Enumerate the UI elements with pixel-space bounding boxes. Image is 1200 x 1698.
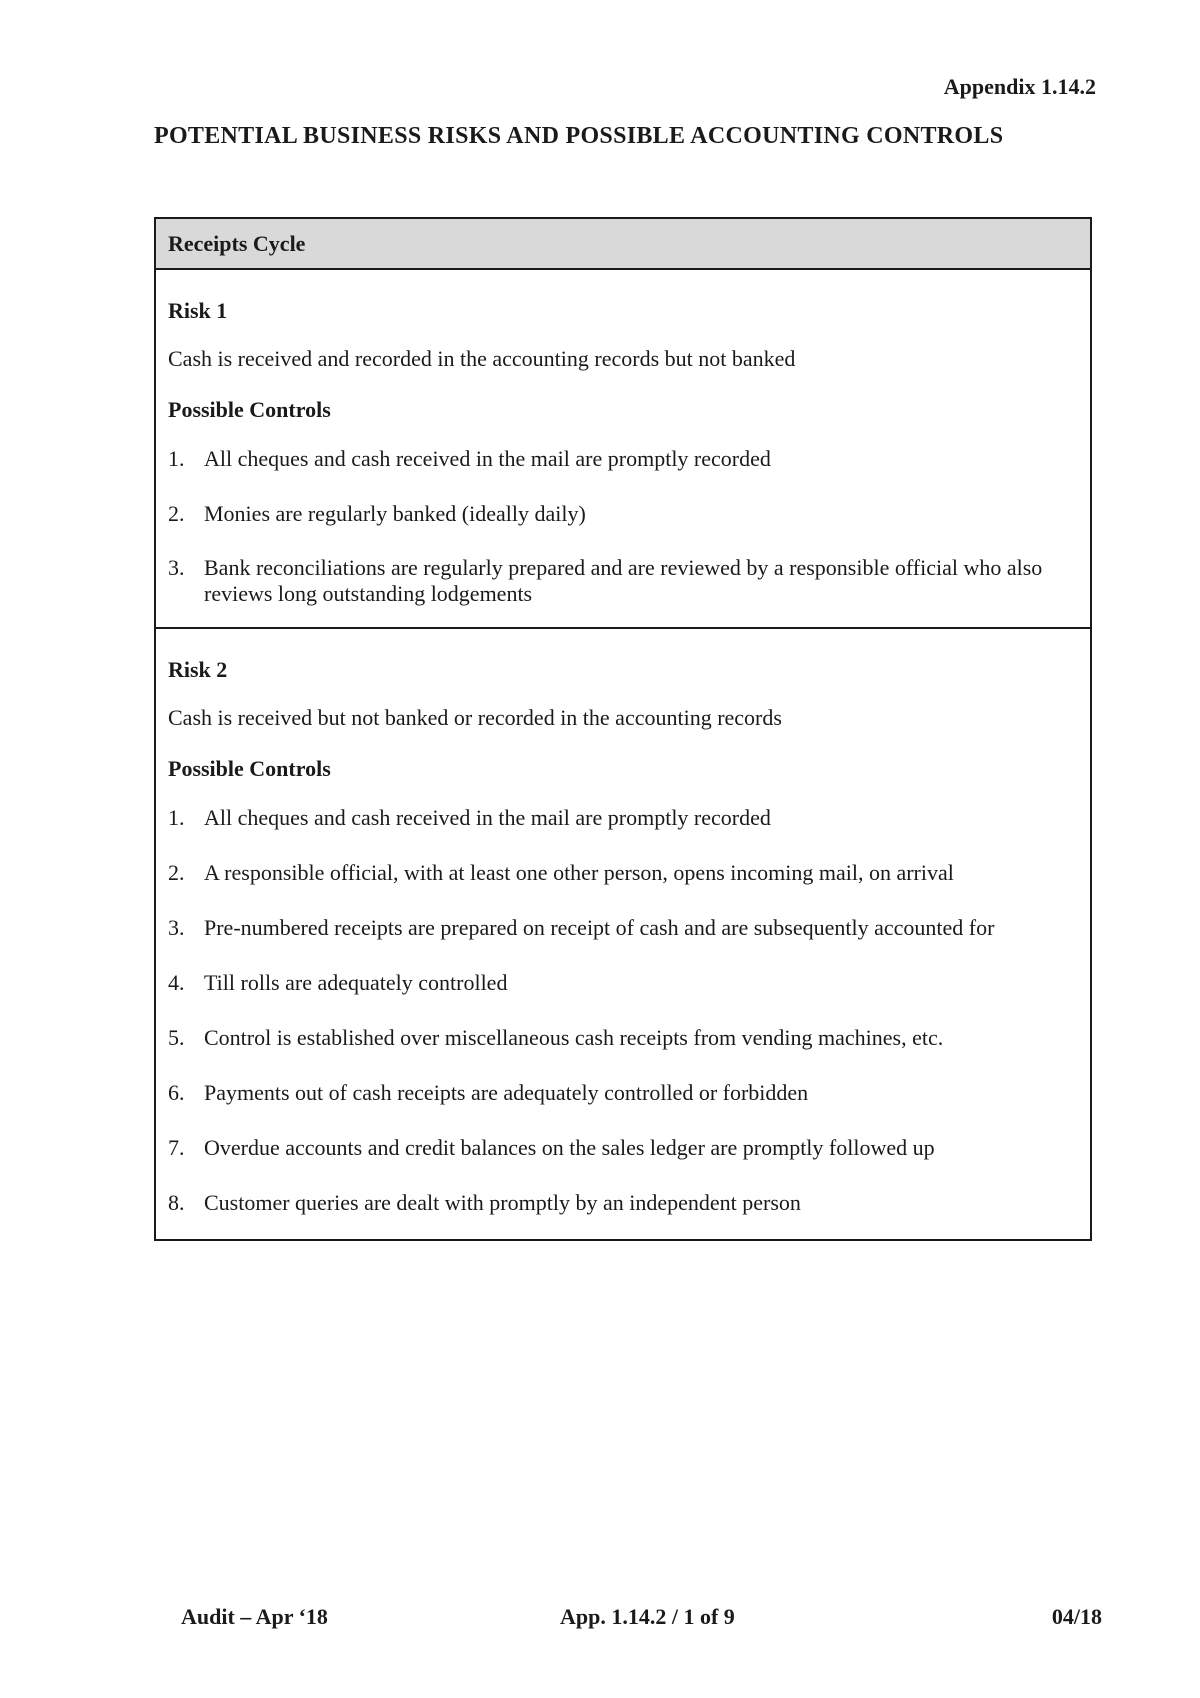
risk-2-section [156, 627, 1090, 1239]
item-number: 8. [168, 1190, 185, 1215]
list-item [168, 859, 1078, 887]
list-item [168, 914, 1078, 942]
item-text: Customer queries are dealt with promptly by an independent person [204, 1190, 801, 1215]
item-text: Payments out of cash receipts are adequately controlled or forbidden [204, 1080, 809, 1105]
list-item [168, 445, 1078, 473]
item-number: 3. [168, 915, 185, 940]
item-number: 7. [168, 1135, 185, 1160]
item-number: 5. [168, 1025, 185, 1050]
list-item [168, 555, 1078, 607]
list-item [168, 1134, 1078, 1162]
item-number: 1. [168, 446, 185, 471]
risk-1-section [156, 270, 1090, 627]
item-text: Monies are regularly banked (ideally daily) [204, 501, 586, 526]
item-text: Pre-numbered receipts are prepared on receipt of cash and are subsequently accounted for [204, 915, 995, 940]
item-number: 1. [168, 805, 185, 830]
controls-list [168, 804, 1078, 1217]
list-item [168, 1079, 1078, 1107]
item-text: Overdue accounts and credit balances on the sales ledger are promptly followed up [204, 1135, 935, 1160]
item-number: 3. [168, 555, 185, 580]
item-number: 4. [168, 970, 185, 995]
controls-title: Possible Controls [168, 756, 331, 781]
footer-page-ref: App. 1.14.2 / 1 of 9 [560, 1604, 735, 1629]
footer-left: Audit – Apr ‘18 [181, 1604, 328, 1629]
list-item [168, 969, 1078, 997]
item-number: 2. [168, 860, 185, 885]
page-title: POTENTIAL BUSINESS RISKS AND POSSIBLE ACCOUNTING CONTROLS [154, 123, 1004, 149]
item-text: All cheques and cash received in the mail are promptly recorded [204, 805, 771, 830]
receipts-cycle-box [154, 217, 1092, 1241]
footer-date: 04/18 [1051, 1604, 1102, 1629]
item-text: A responsible official, with at least one other person, opens incoming mail, on arrival [204, 860, 954, 885]
list-item [168, 804, 1078, 832]
list-item [168, 1189, 1078, 1217]
appendix-label: Appendix 1.14.2 [943, 74, 1096, 99]
item-text: Bank reconciliations are regularly prepared and are reviewed by a responsible official who also reviews long outstanding lodgements [204, 555, 1043, 606]
item-number: 2. [168, 501, 185, 526]
list-item [168, 1024, 1078, 1052]
risk-title: Risk 1 [168, 298, 228, 323]
item-text: Till rolls are adequately controlled [204, 970, 508, 995]
item-number: 6. [168, 1080, 185, 1105]
item-text: All cheques and cash received in the mail are promptly recorded [204, 446, 771, 471]
list-item [168, 500, 1078, 528]
item-text: Control is established over miscellaneous cash receipts from vending machines, etc. [204, 1025, 944, 1050]
risk-title: Risk 2 [168, 657, 228, 682]
controls-title: Possible Controls [168, 397, 331, 422]
risk-description: Cash is received and recorded in the accounting records but not banked [168, 346, 796, 371]
controls-list [168, 445, 1078, 607]
risk-description: Cash is received but not banked or recorded in the accounting records [168, 705, 782, 730]
box-heading: Receipts Cycle [156, 219, 1090, 270]
